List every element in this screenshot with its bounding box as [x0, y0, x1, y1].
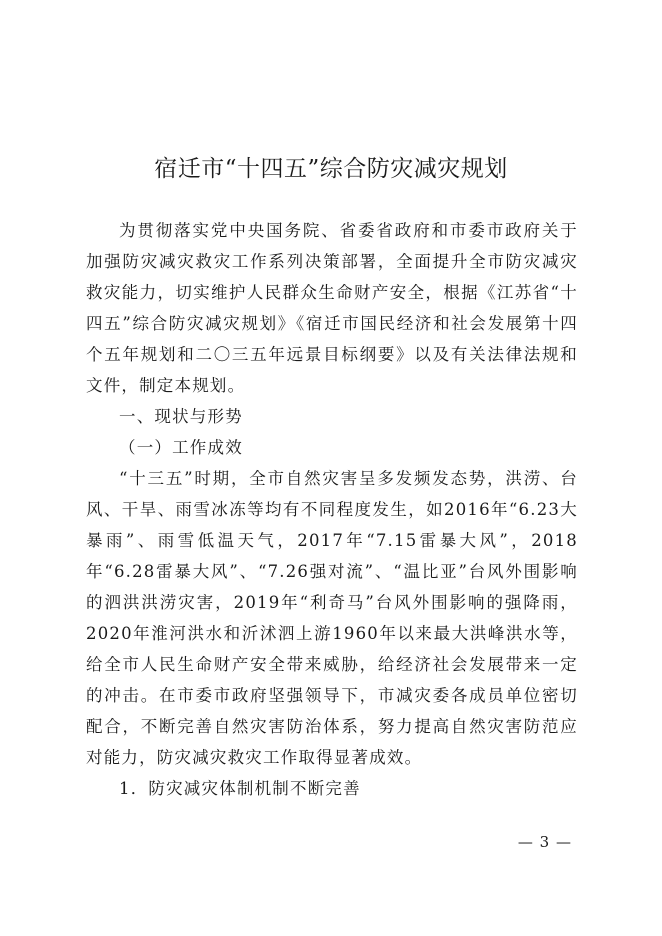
subsection-heading-achievements: （一）工作成效 — [119, 438, 243, 457]
section-heading-status: 一、现状与形势 — [119, 407, 243, 426]
item-heading-mechanism: 1．防灾减灾体制机制不断完善 — [119, 779, 361, 798]
document-title: 宿迁市“十四五”综合防灾减灾规划 — [154, 156, 508, 182]
intro-paragraph: 为贯彻落实党中央国务院、省委省政府和市委市政府关于加强防灾减灾救灾工作系列决策部署，全面提升全市防灾减灾救灾能力，切实维护人民群众生命财产安全，根据《江苏省“十四五”综合防灾减灾规划》《宿迁市国民经济和社会发展第十四个五年规划和二〇三五年远景目标纲要》以及有关法律法规和文件，制定本规划。 — [86, 221, 578, 395]
document-body — [86, 215, 578, 804]
page-number: — 3 — — [517, 833, 572, 851]
achievements-paragraph: “十三五”时期，全市自然灾害呈多发频发态势，洪涝、台风、干旱、雨雪冰冻等均有不同程度发生，如2016年“6.23大暴雨”、雨雪低温天气，2017年“7.15雷暴大风”，2018年“6.28雷暴大风”、“7.26强对流”、“温比亚”台风外围影响的泗洪洪涝灾害，2019年“利奇马”台风外围影响的强降雨，2020年淮河洪水和沂沭泗上游1960年以来最大洪峰洪水等，给全市人民生命财产安全带来威胁，给经济社会发展带来一定的冲击。在市委市政府坚强领导下，市减灾委各成员单位密切配合，不断完善自然灾害防治体系，努力提高自然灾害防范应对能力，防灾减灾救灾工作取得显著成效。 — [86, 469, 578, 767]
